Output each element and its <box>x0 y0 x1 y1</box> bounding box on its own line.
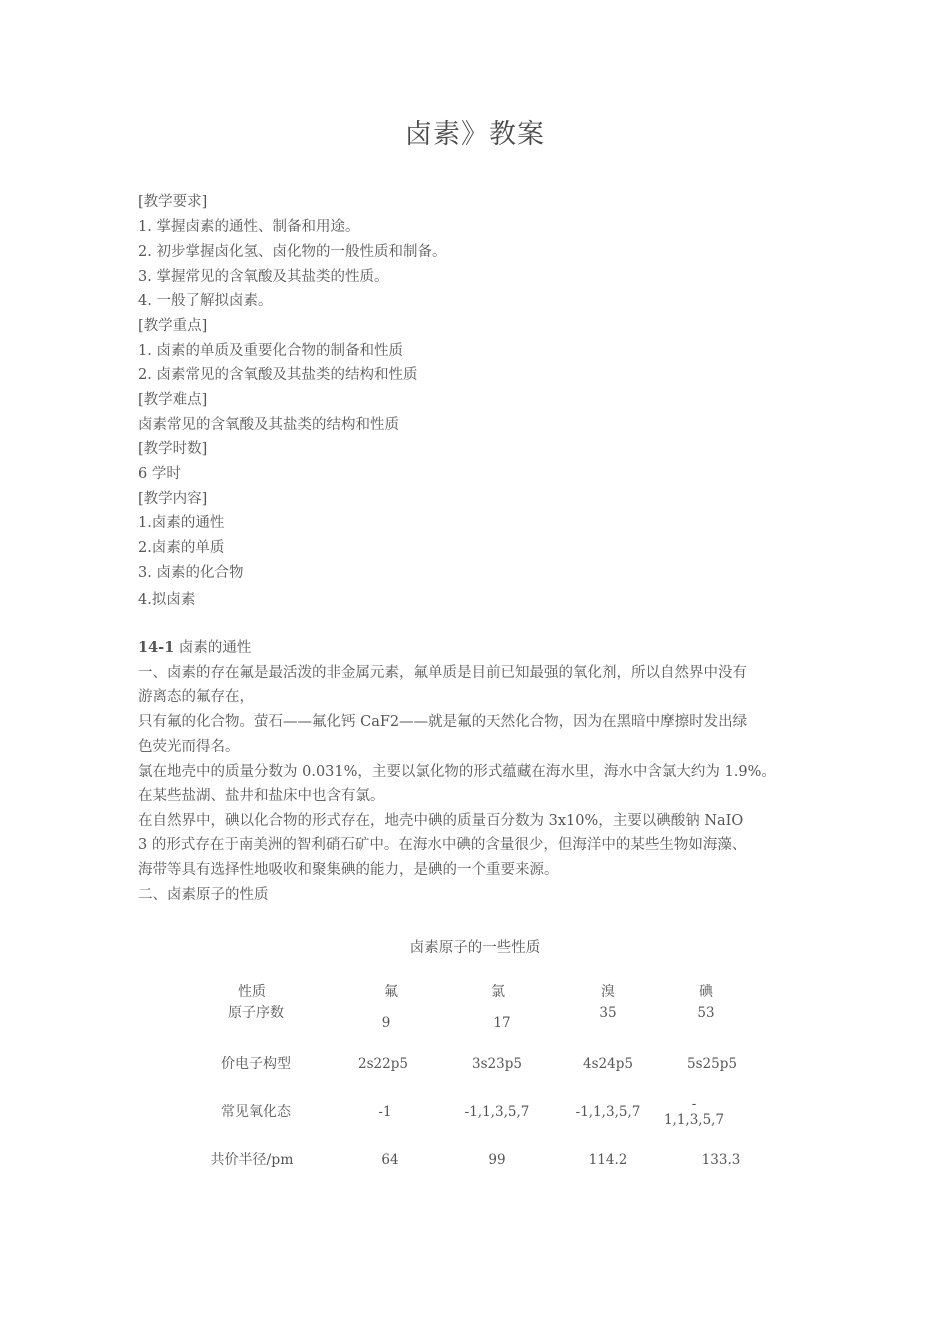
difficulty-heading: [教学难点] <box>138 392 208 408</box>
table-cell: -1,1,3,5,7 <box>575 1104 641 1120</box>
table-header-cell: 氯 <box>491 984 505 1000</box>
table-row-label: 共价半径/pm <box>210 1152 294 1168</box>
key-points-heading: [教学重点] <box>138 318 208 334</box>
subsection-heading: 二、卤素原子的性质 <box>138 887 269 903</box>
paragraph-line: 游离态的氟存在， <box>138 689 254 705</box>
table-header-cell: 性质 <box>238 984 266 1000</box>
paragraph-line: 氯在地壳中的质量分数为 0.031%，主要以氯化物的形式蕴藏在海水里，海水中含氯大约为 1.9%。 <box>138 764 776 780</box>
requirement-item: 2. 初步掌握卤化氢、卤化物的一般性质和制备。 <box>138 244 447 260</box>
page-title: 卤素》教案 <box>405 119 545 150</box>
table-cell: -1,1,3,5,7 <box>464 1104 530 1120</box>
table-cell: 133.3 <box>701 1152 741 1168</box>
content-heading: [教学内容] <box>138 491 208 507</box>
table-row-label: 原子序数 <box>228 1005 284 1021</box>
table-cell: 53 <box>697 1005 715 1021</box>
table-cell-iodine-oxidation <box>664 1096 724 1128</box>
table-cell-line: - <box>691 1096 697 1112</box>
table-cell: 17 <box>493 1015 511 1031</box>
content-item: 1.卤素的通性 <box>138 515 225 531</box>
key-point-item: 1. 卤素的单质及重要化合物的制备和性质 <box>138 343 403 359</box>
table-cell: 114.2 <box>588 1152 628 1168</box>
table-header-cell: 氟 <box>384 984 398 1000</box>
section-heading <box>138 639 251 657</box>
paragraph-line: 在自然界中，碘以化合物的形式存在，地壳中碘的质量百分数为 3x10%，主要以碘酸钠 NaIO <box>138 813 744 829</box>
section-title: 卤素的通性 <box>174 640 252 656</box>
section-number: 14-1 <box>138 639 175 656</box>
paragraph-line: 在某些盐湖、盐井和盐床中也含有氯。 <box>138 788 385 804</box>
table-header-cell: 溴 <box>601 984 615 1000</box>
table-row-label: 常见氧化态 <box>221 1104 291 1120</box>
paragraph-line: 3 的形式存在于南美洲的智利硝石矿中。在海水中碘的含量很少，但海洋中的某些生物如海藻、 <box>138 837 747 853</box>
table-cell: 99 <box>488 1152 506 1168</box>
hours-heading: [教学时数] <box>138 441 208 457</box>
paragraph-line: 只有氟的化合物。萤石——氟化钙 CaF2——就是氟的天然化合物，因为在黑暗中摩擦时发出绿 <box>138 714 748 730</box>
content-item: 4.拟卤素 <box>138 592 196 608</box>
table-caption: 卤素原子的一些性质 <box>409 940 541 956</box>
requirement-item: 1. 掌握卤素的通性、制备和用途。 <box>138 219 360 235</box>
table-cell: 5s25p5 <box>687 1056 737 1072</box>
table-cell: 4s24p5 <box>583 1056 633 1072</box>
requirement-item: 4. 一般了解拟卤素。 <box>138 293 273 309</box>
table-cell: 35 <box>599 1005 617 1021</box>
table-cell: -1 <box>378 1104 392 1120</box>
content-item: 2.卤素的单质 <box>138 540 225 556</box>
requirement-item: 3. 掌握常见的含氧酸及其盐类的性质。 <box>138 269 389 285</box>
difficulty-text: 卤素常见的含氧酸及其盐类的结构和性质 <box>138 417 399 433</box>
paragraph-line: 海带等具有选择性地吸收和聚集碘的能力，是碘的一个重要来源。 <box>138 862 559 878</box>
table-cell: 64 <box>381 1152 399 1168</box>
paragraph-line: 色荧光而得名。 <box>138 739 240 755</box>
table-cell: 2s22p5 <box>358 1056 408 1072</box>
key-point-item: 2. 卤素常见的含氧酸及其盐类的结构和性质 <box>138 367 418 383</box>
table-header-cell: 碘 <box>699 984 713 1000</box>
paragraph-line: 一、卤素的存在氟是最活泼的非金属元素，氟单质是目前已知最强的氧化剂，所以自然界中没有 <box>138 665 747 681</box>
hours-text: 6 学时 <box>138 466 181 482</box>
table-cell-line: 1,1,3,5,7 <box>663 1112 725 1128</box>
requirements-heading: [教学要求] <box>138 194 208 210</box>
content-item: 3. 卤素的化合物 <box>138 565 244 581</box>
table-cell: 3s23p5 <box>472 1056 522 1072</box>
table-row-label: 价电子构型 <box>221 1056 291 1072</box>
table-cell: 9 <box>381 1015 391 1031</box>
